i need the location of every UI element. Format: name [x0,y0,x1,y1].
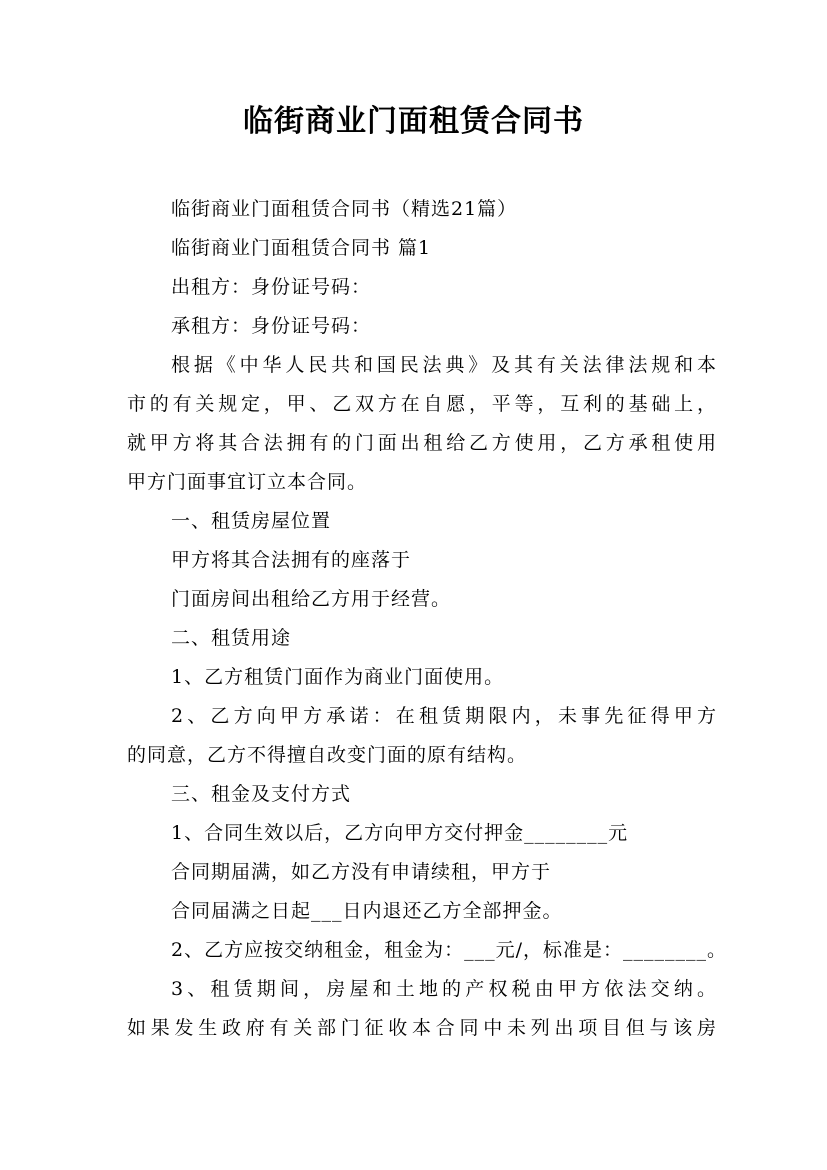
paragraph-line: 合同期届满，如乙方没有申请续租，甲方于 [171,861,552,883]
paragraph-line: 1、乙方租赁门面作为商业门面使用。 [171,666,505,688]
paragraph-line: 临街商业门面租赁合同书 篇1 [171,237,432,259]
paragraph-line: 出租方：身份证号码： [171,276,372,298]
paragraph-line: 一、租赁房屋位置 [171,510,332,532]
document-title: 临街商业门面租赁合同书 [243,104,584,139]
paragraph-line: 就甲方将其合法拥有的门面出租给乙方使用，乙方承租使用 [127,432,717,454]
paragraph-line: 市的有关规定，甲、乙双方在自愿，平等，互利的基础上， [127,393,717,415]
paragraph-line: 的同意，乙方不得擅自改变门面的原有结构。 [127,744,528,766]
paragraph-line: 二、租赁用途 [171,627,292,649]
paragraph-line: 3、租赁期间，房屋和土地的产权税由甲方依法交纳。 [171,978,717,1000]
paragraph-line: 甲方将其合法拥有的座落于 [171,549,412,571]
paragraph-line: 甲方门面事宜订立本合同。 [127,471,368,493]
paragraph-line: 承租方：身份证号码： [171,315,372,337]
paragraph-line: 2、乙方向甲方承诺：在租赁期限内，未事先征得甲方 [171,705,717,727]
paragraph-line: 三、租金及支付方式 [171,783,352,805]
document-body [127,190,727,1048]
paragraph-line: 2、乙方应按交纳租金，租金为：___元/，标准是：________。 [171,939,727,961]
paragraph-line: 根据《中华人民共和国民法典》及其有关法律法规和本 [171,354,717,376]
paragraph-line: 如果发生政府有关部门征收本合同中未列出项目但与该房 [127,1017,717,1039]
paragraph-line: 1、合同生效以后，乙方向甲方交付押金________元 [171,822,629,844]
paragraph-line: 合同届满之日起___日内退还乙方全部押金。 [171,900,563,922]
paragraph-line: 临街商业门面租赁合同书（精选21篇） [171,198,518,220]
paragraph-line: 门面房间出租给乙方用于经营。 [171,588,452,610]
